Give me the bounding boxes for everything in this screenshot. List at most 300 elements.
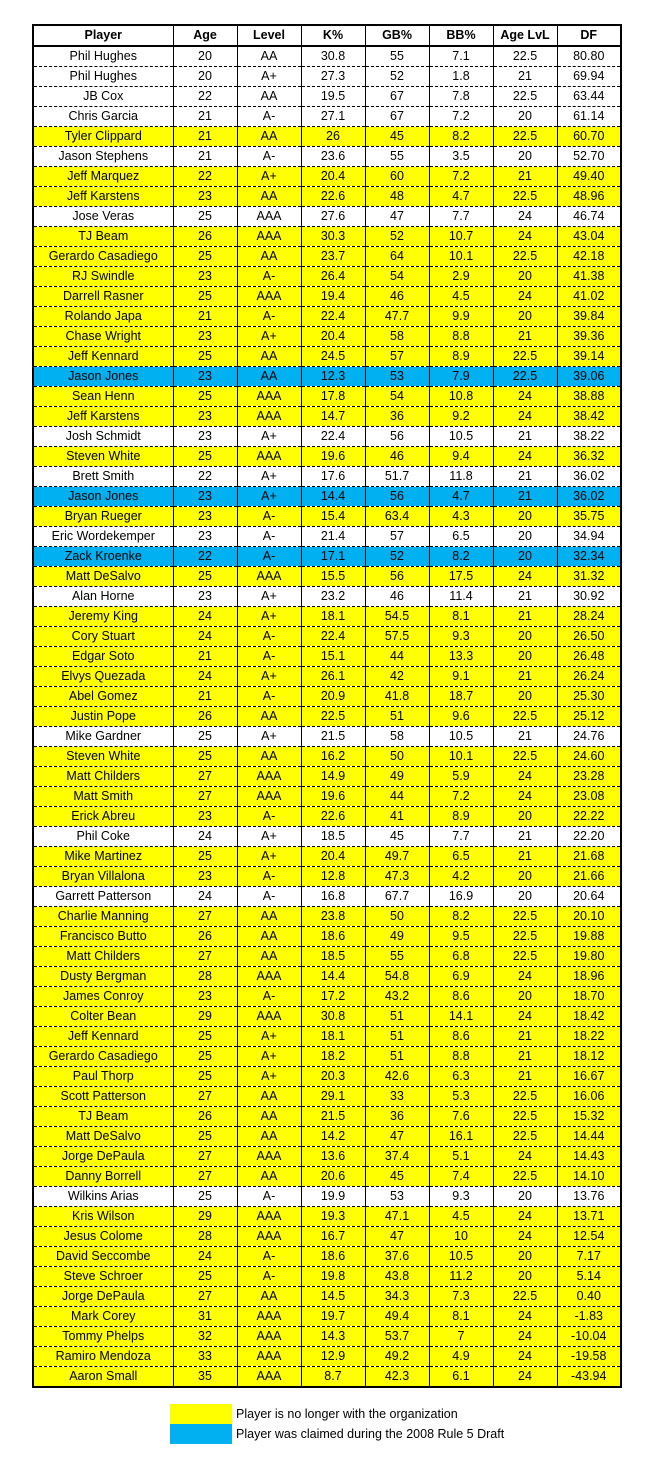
stat-cell: 47 [365,207,429,227]
stat-cell: 55 [365,147,429,167]
player-name-cell: Garrett Patterson [33,887,173,907]
stat-cell: 23 [173,587,237,607]
stat-cell: 37.6 [365,1247,429,1267]
stat-cell: 6.9 [429,967,493,987]
stat-cell: 3.5 [429,147,493,167]
player-name-cell: Jesus Colome [33,1227,173,1247]
stat-cell: 5.1 [429,1147,493,1167]
stat-cell: 43.8 [365,1267,429,1287]
stat-cell: 63.44 [557,87,621,107]
stat-cell: 41 [365,807,429,827]
stat-cell: 12.9 [301,1347,365,1367]
stat-cell: 56 [365,567,429,587]
table-row [33,307,621,327]
stat-cell: 46 [365,587,429,607]
stat-cell: AA [237,87,301,107]
stat-cell: 8.8 [429,327,493,347]
stat-cell: 21.5 [301,727,365,747]
stat-cell: 18.6 [301,1247,365,1267]
stat-cell: 25 [173,287,237,307]
stat-cell: AA [237,947,301,967]
stat-cell: 20 [493,1187,557,1207]
stat-cell: 10 [429,1227,493,1247]
stat-cell: 20 [493,147,557,167]
stat-cell: 57 [365,347,429,367]
stat-cell: 23 [173,187,237,207]
player-name-cell: Tommy Phelps [33,1327,173,1347]
table-row [33,487,621,507]
stat-cell: 11.2 [429,1267,493,1287]
stat-cell: 22.5 [301,707,365,727]
table-row [33,627,621,647]
stat-cell: 18.70 [557,987,621,1007]
table-row [33,1367,621,1388]
player-name-cell: Jeff Karstens [33,407,173,427]
stat-cell: 33 [365,1087,429,1107]
stat-cell: 20 [493,507,557,527]
legend-item-gone [170,1404,504,1424]
stat-cell: 43.2 [365,987,429,1007]
stat-cell: 7.8 [429,87,493,107]
stat-cell: AAA [237,1147,301,1167]
stat-cell: 20.10 [557,907,621,927]
column-header: Age LvL [493,25,557,46]
table-row [33,1007,621,1027]
stat-cell: 20 [493,1247,557,1267]
stat-cell: 17.6 [301,467,365,487]
table-row [33,907,621,927]
stat-cell: 21 [493,167,557,187]
table-row [33,927,621,947]
stat-cell: 16.1 [429,1127,493,1147]
table-row [33,46,621,67]
stat-cell: 9.6 [429,707,493,727]
stat-cell: 14.43 [557,1147,621,1167]
stat-cell: 20 [493,527,557,547]
stat-cell: AAA [237,567,301,587]
stat-cell: A- [237,987,301,1007]
stat-cell: 22 [173,467,237,487]
stat-cell: 36 [365,407,429,427]
stat-cell: AAA [237,287,301,307]
player-name-cell: Aaron Small [33,1367,173,1388]
player-name-cell: Jose Veras [33,207,173,227]
stat-cell: A- [237,647,301,667]
stat-cell: 21 [173,107,237,127]
table-row [33,1167,621,1187]
stat-cell: 19.6 [301,447,365,467]
stat-cell: 28 [173,967,237,987]
stat-cell: 18.12 [557,1047,621,1067]
stat-cell: 7.17 [557,1247,621,1267]
table-row [33,547,621,567]
stat-cell: 19.88 [557,927,621,947]
stat-cell: 30.8 [301,1007,365,1027]
stat-cell: 25 [173,847,237,867]
player-name-cell: Sean Henn [33,387,173,407]
table-row [33,407,621,427]
stat-cell: AA [237,907,301,927]
player-name-cell: Gerardo Casadiego [33,1047,173,1067]
stat-cell: 23 [173,527,237,547]
stat-cell: 27 [173,1287,237,1307]
stat-cell: 21 [493,847,557,867]
stat-cell: AA [237,927,301,947]
stat-cell: 21 [493,467,557,487]
stat-cell: 10.1 [429,747,493,767]
stat-cell: 22.5 [493,1287,557,1307]
legend [170,1404,504,1444]
table-row [33,87,621,107]
stat-cell: 24 [173,667,237,687]
stat-cell: 13.3 [429,647,493,667]
stat-cell: A- [237,267,301,287]
stat-cell: 39.84 [557,307,621,327]
stat-cell: A- [237,627,301,647]
stat-cell: 10.5 [429,727,493,747]
stat-cell: 53 [365,1187,429,1207]
stat-cell: 20 [493,867,557,887]
stat-cell: 24 [173,1247,237,1267]
legend-item-rule5 [170,1424,504,1444]
table-row [33,1087,621,1107]
stat-cell: 9.2 [429,407,493,427]
stat-cell: 19.3 [301,1207,365,1227]
table-row [33,667,621,687]
table-row [33,1227,621,1247]
player-name-cell: David Seccombe [33,1247,173,1267]
stat-cell: 24.60 [557,747,621,767]
stat-cell: 20 [493,547,557,567]
stat-cell: 7.7 [429,827,493,847]
stat-cell: 5.14 [557,1267,621,1287]
stat-cell: 20 [493,307,557,327]
stat-cell: -10.04 [557,1327,621,1347]
stat-cell: 38.88 [557,387,621,407]
stat-cell: AAA [237,1367,301,1388]
stat-cell: A+ [237,467,301,487]
stat-cell: 9.4 [429,447,493,467]
table-row [33,1027,621,1047]
stat-cell: 7 [429,1327,493,1347]
stat-cell: A+ [237,1027,301,1047]
player-name-cell: Scott Patterson [33,1087,173,1107]
stat-cell: 6.3 [429,1067,493,1087]
player-name-cell: TJ Beam [33,227,173,247]
stat-cell: AAA [237,787,301,807]
stat-cell: 22.5 [493,947,557,967]
stat-cell: 42.3 [365,1367,429,1388]
stat-cell: 24 [493,407,557,427]
stat-cell: 22.5 [493,87,557,107]
table-row [33,507,621,527]
stat-cell: 14.2 [301,1127,365,1147]
stat-cell: 22.5 [493,46,557,67]
stat-cell: 15.1 [301,647,365,667]
table-row [33,607,621,627]
player-name-cell: Elvys Quezada [33,667,173,687]
stat-cell: 8.9 [429,807,493,827]
stat-cell: 24 [493,787,557,807]
stat-cell: A- [237,547,301,567]
stat-cell: 21 [173,647,237,667]
stat-cell: 23 [173,867,237,887]
stat-cell: A- [237,107,301,127]
stat-cell: 16.9 [429,887,493,907]
stat-cell: 20.4 [301,167,365,187]
player-name-cell: Jason Stephens [33,147,173,167]
player-name-cell: Tyler Clippard [33,127,173,147]
stat-cell: 4.3 [429,507,493,527]
stat-cell: 4.7 [429,487,493,507]
table-row [33,1067,621,1087]
stat-cell: 61.14 [557,107,621,127]
stat-cell: 47.3 [365,867,429,887]
stat-cell: 13.6 [301,1147,365,1167]
player-name-cell: Jeff Kennard [33,347,173,367]
stat-cell: 24.5 [301,347,365,367]
stat-cell: 24 [493,767,557,787]
player-name-cell: Steven White [33,447,173,467]
stat-cell: 24 [493,1227,557,1247]
stat-cell: 17.1 [301,547,365,567]
stat-cell: 8.6 [429,1027,493,1047]
stat-cell: 10.1 [429,247,493,267]
stat-cell: 9.3 [429,627,493,647]
player-name-cell: Jason Jones [33,367,173,387]
stat-cell: AA [237,187,301,207]
table-row [33,287,621,307]
stat-cell: A- [237,1247,301,1267]
stat-cell: 36.32 [557,447,621,467]
stat-cell: 25 [173,447,237,467]
stat-cell: 15.5 [301,567,365,587]
player-name-cell: Matt DeSalvo [33,1127,173,1147]
stat-cell: 14.9 [301,767,365,787]
stat-cell: AA [237,367,301,387]
column-header: Age [173,25,237,46]
stat-cell: 12.54 [557,1227,621,1247]
stat-cell: 12.3 [301,367,365,387]
legend-label: Player was claimed during the 2008 Rule 5 Draft [236,1427,505,1441]
table-row [33,327,621,347]
stat-cell: 55 [365,46,429,67]
stat-cell: AAA [237,227,301,247]
stat-cell: AAA [237,967,301,987]
stat-cell: 55 [365,947,429,967]
stat-cell: AAA [237,1227,301,1247]
stat-cell: 39.14 [557,347,621,367]
stat-cell: 15.4 [301,507,365,527]
stat-cell: AA [237,1287,301,1307]
legend-swatch-yellow [170,1404,232,1424]
stat-cell: 26 [173,1107,237,1127]
stat-cell: 20 [493,887,557,907]
stat-cell: 50 [365,907,429,927]
stat-cell: 26 [173,707,237,727]
stat-cell: 22.6 [301,187,365,207]
stat-cell: 51 [365,1007,429,1027]
player-name-cell: Jorge DePaula [33,1287,173,1307]
stat-cell: 46 [365,287,429,307]
stat-cell: 37.4 [365,1147,429,1167]
stat-cell: 19.7 [301,1307,365,1327]
stat-cell: 10.7 [429,227,493,247]
stat-cell: 19.8 [301,1267,365,1287]
stat-cell: 26.1 [301,667,365,687]
stat-cell: 31 [173,1307,237,1327]
stat-cell: 25.12 [557,707,621,727]
stat-cell: 17.2 [301,987,365,1007]
table-row [33,867,621,887]
table-row [33,947,621,967]
table-row [33,1107,621,1127]
stat-cell: 24 [493,1347,557,1367]
stat-cell: 42 [365,667,429,687]
stat-cell: A- [237,307,301,327]
stat-cell: 24 [493,1207,557,1227]
stat-cell: A- [237,1267,301,1287]
stat-cell: 25 [173,567,237,587]
stat-cell: 56 [365,487,429,507]
stat-cell: 22.4 [301,627,365,647]
stat-cell: 14.5 [301,1287,365,1307]
stat-cell: 69.94 [557,67,621,87]
stat-cell: 20 [493,807,557,827]
stat-cell: 19.80 [557,947,621,967]
table-row [33,187,621,207]
table-row [33,447,621,467]
stat-cell: 50 [365,747,429,767]
stat-cell: 24.76 [557,727,621,747]
stat-cell: 18.2 [301,1047,365,1067]
stat-cell: 47 [365,1127,429,1147]
stat-cell: 54.8 [365,967,429,987]
table-row [33,767,621,787]
stat-cell: 20 [493,107,557,127]
stat-cell: AAA [237,407,301,427]
stat-cell: 18.5 [301,947,365,967]
stat-cell: 4.9 [429,1347,493,1367]
stat-cell: 25 [173,1047,237,1067]
stat-cell: AA [237,347,301,367]
stat-cell: 10.5 [429,427,493,447]
player-name-cell: Jason Jones [33,487,173,507]
stat-cell: 21 [493,327,557,347]
stat-cell: 8.2 [429,547,493,567]
stat-cell: 28 [173,1227,237,1247]
stat-cell: 34.94 [557,527,621,547]
table-row [33,387,621,407]
stat-cell: 67.7 [365,887,429,907]
stat-cell: 8.6 [429,987,493,1007]
stat-cell: A+ [237,827,301,847]
stat-cell: 51 [365,1047,429,1067]
column-header: Player [33,25,173,46]
stat-cell: 32 [173,1327,237,1347]
stat-cell: 16.67 [557,1067,621,1087]
player-name-cell: Matt Childers [33,947,173,967]
stat-cell: 45 [365,127,429,147]
table-row [33,707,621,727]
stat-cell: 23.7 [301,247,365,267]
table-row [33,247,621,267]
stat-cell: AA [237,1087,301,1107]
stat-cell: 7.2 [429,107,493,127]
stat-cell: A+ [237,667,301,687]
player-name-cell: Wilkins Arias [33,1187,173,1207]
stat-cell: 20 [493,267,557,287]
stat-cell: 41.38 [557,267,621,287]
stat-cell: 4.5 [429,287,493,307]
stat-cell: A- [237,867,301,887]
player-name-cell: Chase Wright [33,327,173,347]
legend-swatch-blue [170,1424,232,1444]
player-name-cell: Steve Schroer [33,1267,173,1287]
stat-cell: A- [237,887,301,907]
stat-cell: 56 [365,427,429,447]
stat-cell: 19.6 [301,787,365,807]
stat-cell: AA [237,46,301,67]
table-row [33,267,621,287]
stat-cell: 21 [493,427,557,447]
stat-cell: 46 [365,447,429,467]
stat-cell: 22.4 [301,427,365,447]
stat-cell: 20.64 [557,887,621,907]
stat-cell: 18.1 [301,607,365,627]
stat-cell: 21 [493,1047,557,1067]
stat-cell: 7.1 [429,46,493,67]
stat-cell: 8.2 [429,907,493,927]
stat-cell: 16.7 [301,1227,365,1247]
player-name-cell: Rolando Japa [33,307,173,327]
stat-cell: 9.3 [429,1187,493,1207]
player-name-cell: Chris Garcia [33,107,173,127]
column-header: GB% [365,25,429,46]
player-name-cell: Kris Wilson [33,1207,173,1227]
stat-cell: 52 [365,227,429,247]
stat-cell: 67 [365,107,429,127]
stat-cell: 21 [493,667,557,687]
stat-cell: 24 [493,967,557,987]
stat-cell: 26 [173,927,237,947]
stat-cell: 22.5 [493,247,557,267]
stat-cell: 22.5 [493,367,557,387]
stat-cell: 9.9 [429,307,493,327]
stat-cell: 22.5 [493,1087,557,1107]
stat-cell: 22.5 [493,927,557,947]
stat-cell: 22 [173,547,237,567]
table-row [33,747,621,767]
stat-cell: AA [237,747,301,767]
table-row [33,147,621,167]
player-name-cell: RJ Swindle [33,267,173,287]
stat-cell: AA [237,247,301,267]
player-name-cell: Jeff Kennard [33,1027,173,1047]
stat-cell: 7.3 [429,1287,493,1307]
stat-cell: 53.7 [365,1327,429,1347]
player-name-cell: Steven White [33,747,173,767]
player-name-cell: Alan Horne [33,587,173,607]
stat-cell: 22.5 [493,907,557,927]
stat-cell: 30.92 [557,587,621,607]
column-header: DF [557,25,621,46]
stat-cell: 13.76 [557,1187,621,1207]
column-header: BB% [429,25,493,46]
stat-cell: 11.4 [429,587,493,607]
stat-cell: 54 [365,267,429,287]
stat-cell: -43.94 [557,1367,621,1388]
